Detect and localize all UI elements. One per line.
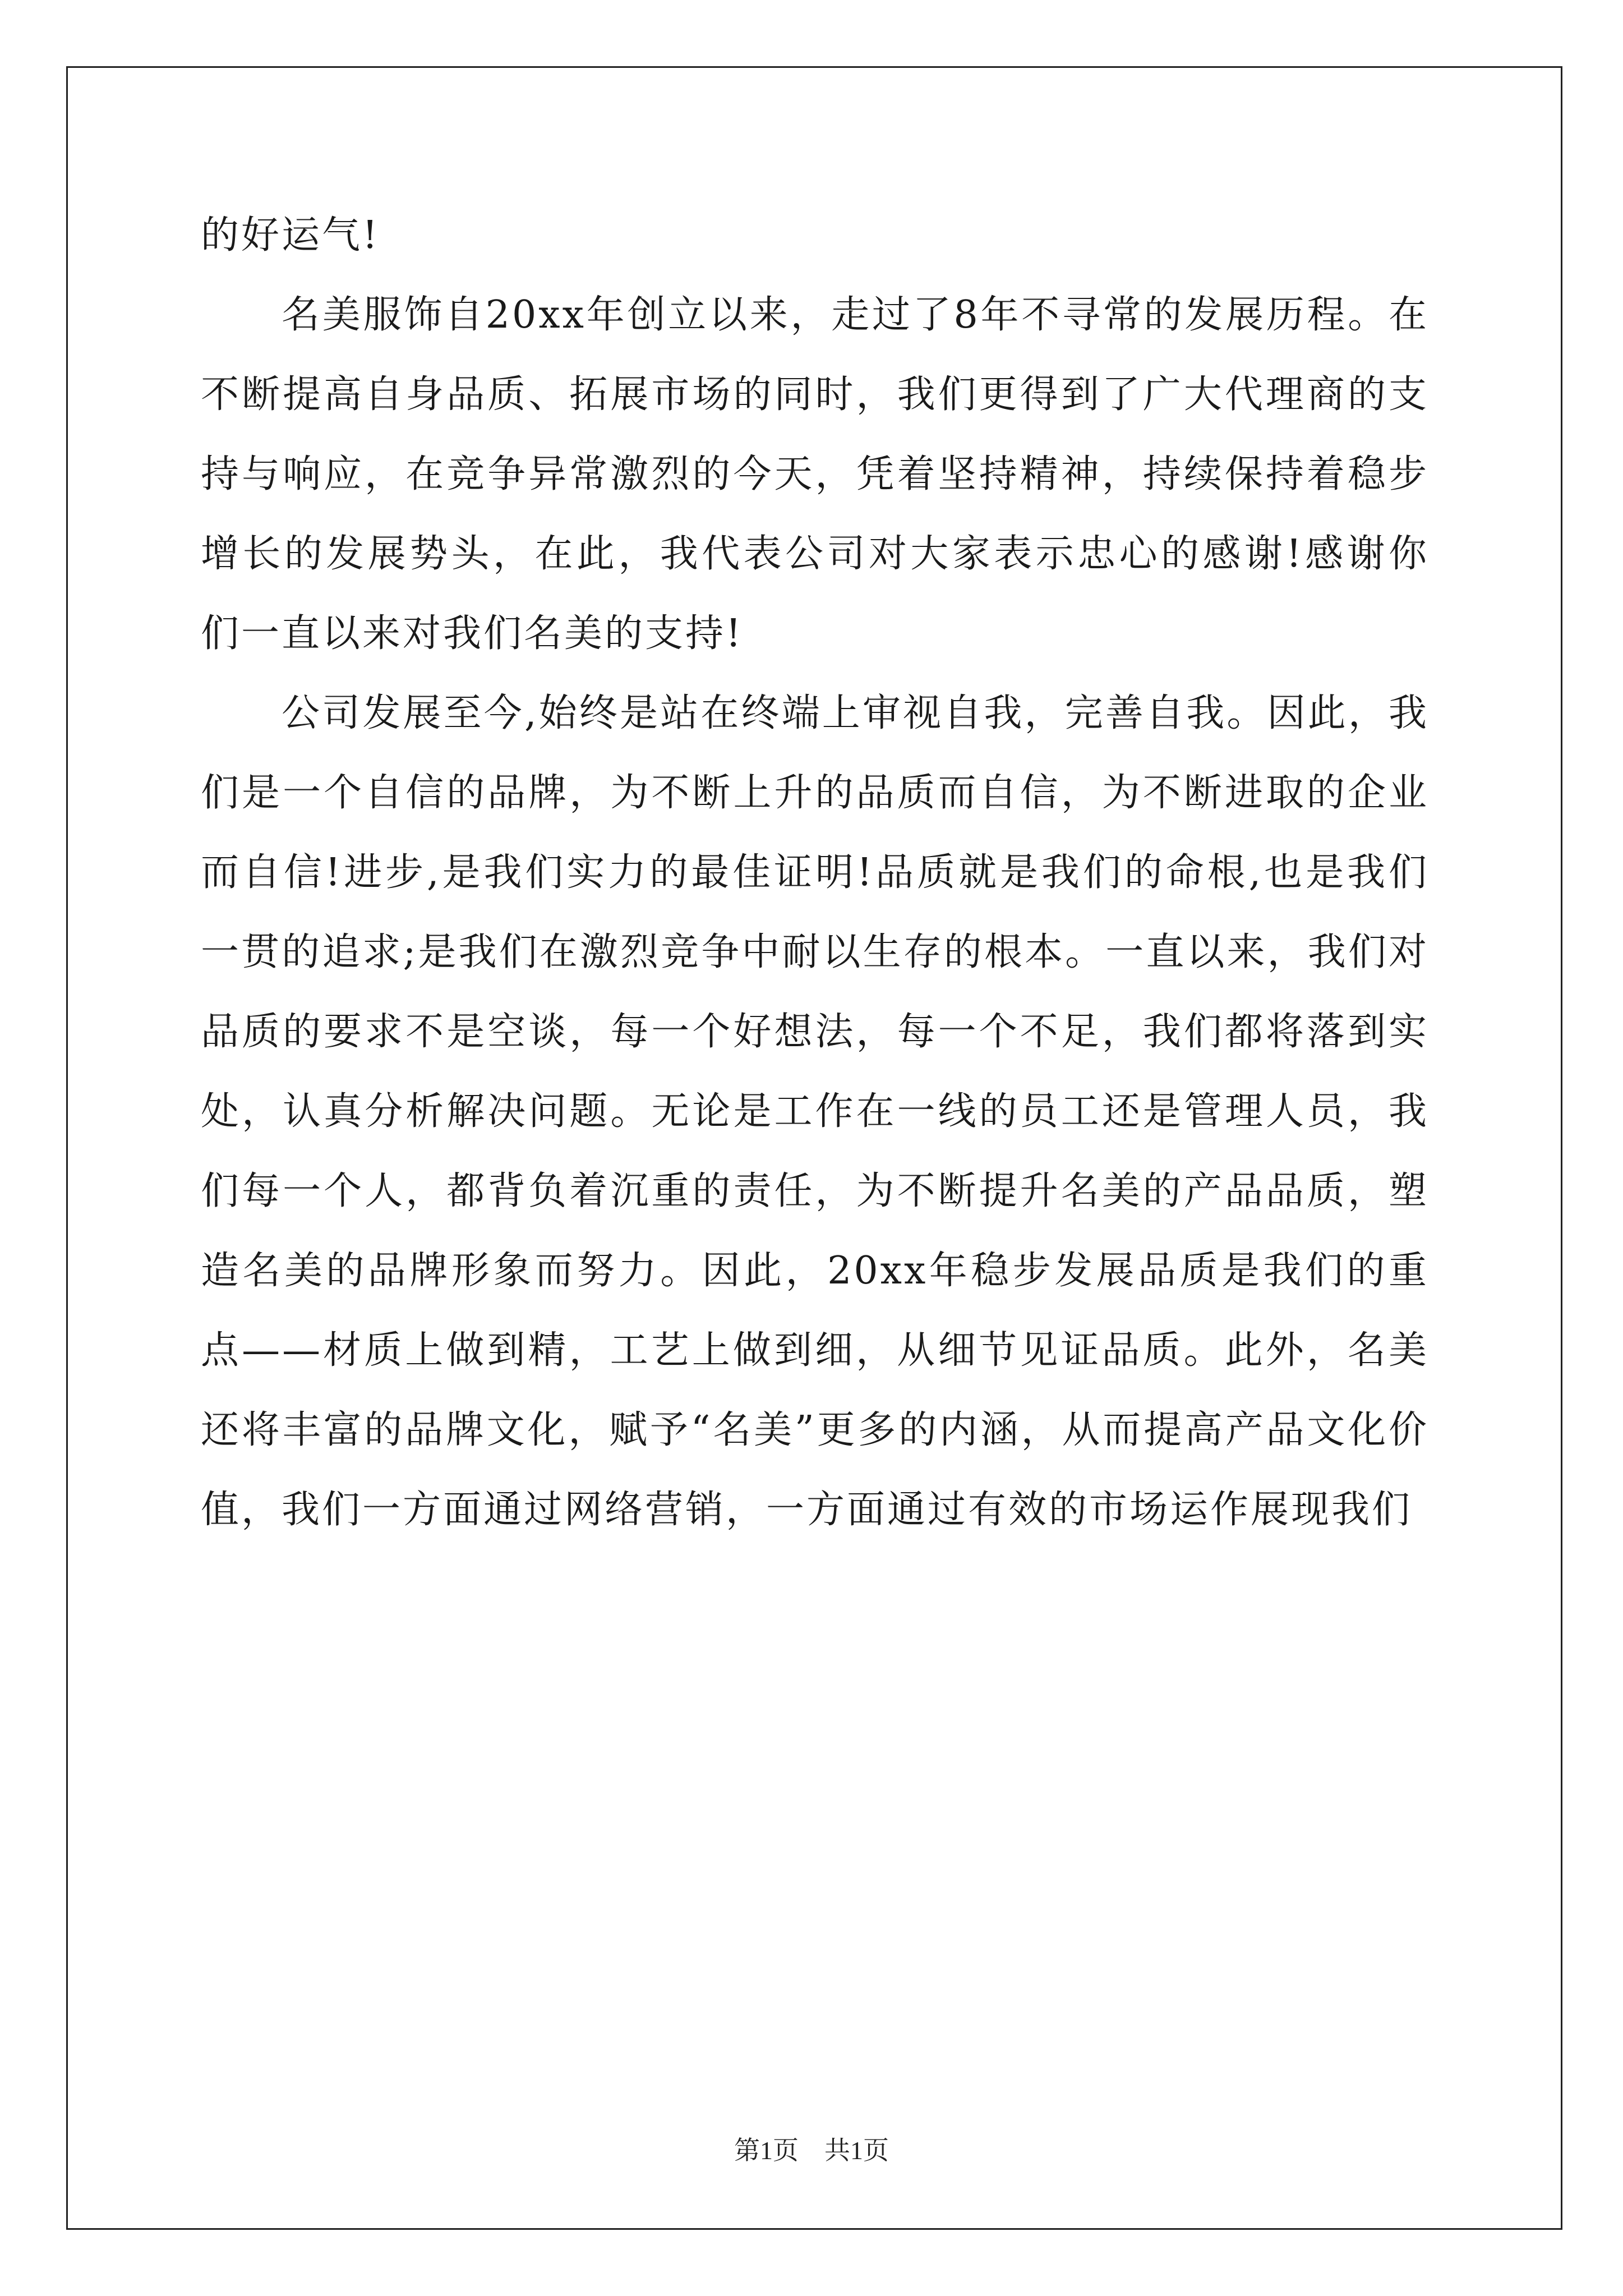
page-number: 第1页 [734,2136,799,2165]
page-total: 共1页 [824,2136,889,2165]
paragraph-3: 公司发展至今,始终是站在终端上审视自我，完善自我。因此，我们是一个自信的品牌，为不断上升的品质而自信，为不断进取的企业而自信!进步,是我们实力的最佳证明!品质就是我们的命根,也是我们一贯的追求;是我们在激烈竞争中耐以生存的根本。一直以来，我们对品质的要求不是空谈，每一个好想法，每一个不足，我们都将落到实处，认真分析解决问题。无论是工作在一线的员工还是管理人员，我们每一个人，都背负着沉重的责任，为不断提升名美的产品品质，塑造名美的品牌形象而努力。因此，20xx年稳步发展品质是我们的重点——材质上做到精，工艺上做到细，从细节见证品质。此外，名美还将丰富的品牌文化，赋予“名美”更多的内涵，从而提高产品文化价值，我们一方面通过网络营销，一方面通过有效的市场运作展现我们 [201,691,1429,1532]
page-footer [0,2135,1623,2166]
paragraph-1: 的好运气! [201,213,380,257]
paragraph-2: 名美服饰自20xx年创立以来，走过了8年不寻常的发展历程。在不断提高自身品质、拓展市场的同时，我们更得到了广大代理商的支持与响应，在竞争异常激烈的今天，凭着坚持精神，持续保持着稳步增长的发展势头，在此，我代表公司对大家表示忠心的感谢!感谢你们一直以来对我们名美的支持! [201,293,1429,656]
document-body [201,196,1429,1550]
